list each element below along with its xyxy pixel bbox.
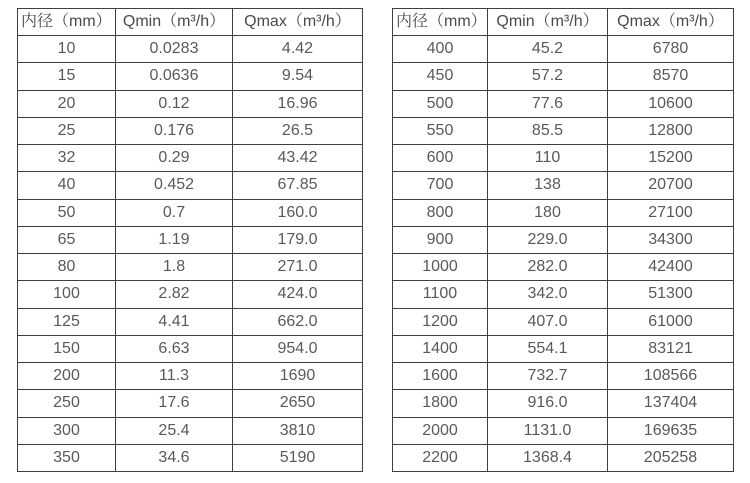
table-cell: 25 <box>18 117 116 144</box>
table-cell: 954.0 <box>233 335 363 362</box>
table-cell: 45.2 <box>488 36 608 63</box>
table-cell: 600 <box>393 145 488 172</box>
table-cell: 205258 <box>608 444 734 471</box>
table-cell: 700 <box>393 172 488 199</box>
table-row <box>18 390 363 417</box>
table-cell: 180 <box>488 199 608 226</box>
table-cell: 9.54 <box>233 63 363 90</box>
column-header-diameter: 内径（mm） <box>18 9 116 36</box>
table-row <box>18 63 363 90</box>
table-cell: 8570 <box>608 63 734 90</box>
table-row <box>18 199 363 226</box>
table-cell: 110 <box>488 145 608 172</box>
table-row <box>393 444 734 471</box>
table-cell: 85.5 <box>488 117 608 144</box>
table-cell: 137404 <box>608 390 734 417</box>
table-cell: 1800 <box>393 390 488 417</box>
table-cell: 6780 <box>608 36 734 63</box>
table-row <box>18 363 363 390</box>
column-header-qmax: Qmax（m³/h） <box>608 9 734 36</box>
table-row <box>393 117 734 144</box>
table-cell: 550 <box>393 117 488 144</box>
table-cell: 2650 <box>233 390 363 417</box>
table-row <box>18 36 363 63</box>
table-cell: 17.6 <box>116 390 233 417</box>
table-cell: 450 <box>393 63 488 90</box>
table-cell: 27100 <box>608 199 734 226</box>
header-row <box>393 9 734 36</box>
table-cell: 57.2 <box>488 63 608 90</box>
table-row <box>393 254 734 281</box>
table-cell: 1600 <box>393 363 488 390</box>
table-row <box>18 254 363 281</box>
table-row <box>18 335 363 362</box>
table-cell: 4.41 <box>116 308 233 335</box>
table-cell: 0.29 <box>116 145 233 172</box>
table-row <box>18 444 363 471</box>
table-cell: 50 <box>18 199 116 226</box>
table-cell: 67.85 <box>233 172 363 199</box>
table-row <box>393 199 734 226</box>
table-cell: 1000 <box>393 254 488 281</box>
table-cell: 80 <box>18 254 116 281</box>
table-cell: 0.0283 <box>116 36 233 63</box>
table-cell: 20 <box>18 90 116 117</box>
column-header-diameter: 内径（mm） <box>393 9 488 36</box>
table-cell: 16.96 <box>233 90 363 117</box>
table-cell: 51300 <box>608 281 734 308</box>
table-row <box>393 145 734 172</box>
table-row <box>18 417 363 444</box>
table-cell: 2.82 <box>116 281 233 308</box>
column-header-qmin: Qmin（m³/h） <box>116 9 233 36</box>
table-cell: 271.0 <box>233 254 363 281</box>
table-cell: 1368.4 <box>488 444 608 471</box>
table-row <box>18 308 363 335</box>
table-cell: 150 <box>18 335 116 362</box>
table-row <box>393 90 734 117</box>
table-cell: 500 <box>393 90 488 117</box>
table-cell: 2000 <box>393 417 488 444</box>
table-cell: 350 <box>18 444 116 471</box>
table-cell: 32 <box>18 145 116 172</box>
table-cell: 1.19 <box>116 226 233 253</box>
table-cell: 3810 <box>233 417 363 444</box>
table-cell: 1131.0 <box>488 417 608 444</box>
table-body <box>18 36 363 472</box>
table-cell: 0.0636 <box>116 63 233 90</box>
table-cell: 282.0 <box>488 254 608 281</box>
table-cell: 1200 <box>393 308 488 335</box>
table-cell: 12800 <box>608 117 734 144</box>
table-cell: 0.7 <box>116 199 233 226</box>
table-cell: 800 <box>393 199 488 226</box>
table-cell: 43.42 <box>233 145 363 172</box>
table-cell: 15200 <box>608 145 734 172</box>
table-row <box>393 390 734 417</box>
table-cell: 229.0 <box>488 226 608 253</box>
table-body <box>393 36 734 472</box>
table-cell: 42400 <box>608 254 734 281</box>
header-row <box>18 9 363 36</box>
table-cell: 10600 <box>608 90 734 117</box>
table-cell: 0.452 <box>116 172 233 199</box>
table-cell: 1100 <box>393 281 488 308</box>
table-row <box>18 117 363 144</box>
table-cell: 342.0 <box>488 281 608 308</box>
table-row <box>18 281 363 308</box>
table-cell: 125 <box>18 308 116 335</box>
table-cell: 160.0 <box>233 199 363 226</box>
table-cell: 662.0 <box>233 308 363 335</box>
table-cell: 0.12 <box>116 90 233 117</box>
table-cell: 179.0 <box>233 226 363 253</box>
table-row <box>18 90 363 117</box>
table-cell: 34300 <box>608 226 734 253</box>
table-cell: 20700 <box>608 172 734 199</box>
table-row <box>18 226 363 253</box>
flow-table-large-diameters <box>392 8 734 472</box>
table-cell: 83121 <box>608 335 734 362</box>
table-cell: 300 <box>18 417 116 444</box>
table-cell: 0.176 <box>116 117 233 144</box>
table-row <box>393 308 734 335</box>
table-cell: 11.3 <box>116 363 233 390</box>
table-row <box>393 335 734 362</box>
table-row <box>393 363 734 390</box>
table-cell: 138 <box>488 172 608 199</box>
table-cell: 250 <box>18 390 116 417</box>
table-cell: 1.8 <box>116 254 233 281</box>
column-header-qmax: Qmax（m³/h） <box>233 9 363 36</box>
table-cell: 1690 <box>233 363 363 390</box>
table-row <box>393 417 734 444</box>
table-cell: 916.0 <box>488 390 608 417</box>
table-cell: 6.63 <box>116 335 233 362</box>
table-cell: 2200 <box>393 444 488 471</box>
flow-table-small-diameters <box>17 8 363 472</box>
table-cell: 34.6 <box>116 444 233 471</box>
table-cell: 77.6 <box>488 90 608 117</box>
table-cell: 900 <box>393 226 488 253</box>
table-row <box>18 145 363 172</box>
table-cell: 169635 <box>608 417 734 444</box>
table-cell: 407.0 <box>488 308 608 335</box>
table-cell: 554.1 <box>488 335 608 362</box>
table-row <box>393 172 734 199</box>
table-cell: 26.5 <box>233 117 363 144</box>
table-cell: 10 <box>18 36 116 63</box>
table-cell: 40 <box>18 172 116 199</box>
column-header-qmin: Qmin（m³/h） <box>488 9 608 36</box>
table-cell: 65 <box>18 226 116 253</box>
table-cell: 424.0 <box>233 281 363 308</box>
table-cell: 15 <box>18 63 116 90</box>
table-row <box>393 36 734 63</box>
table-cell: 108566 <box>608 363 734 390</box>
table-cell: 732.7 <box>488 363 608 390</box>
table-cell: 25.4 <box>116 417 233 444</box>
table-cell: 1400 <box>393 335 488 362</box>
table-row <box>393 226 734 253</box>
table-cell: 200 <box>18 363 116 390</box>
table-cell: 400 <box>393 36 488 63</box>
table-cell: 61000 <box>608 308 734 335</box>
table-cell: 5190 <box>233 444 363 471</box>
table-row <box>393 281 734 308</box>
table-row <box>393 63 734 90</box>
table-row <box>18 172 363 199</box>
table-cell: 100 <box>18 281 116 308</box>
table-cell: 4.42 <box>233 36 363 63</box>
